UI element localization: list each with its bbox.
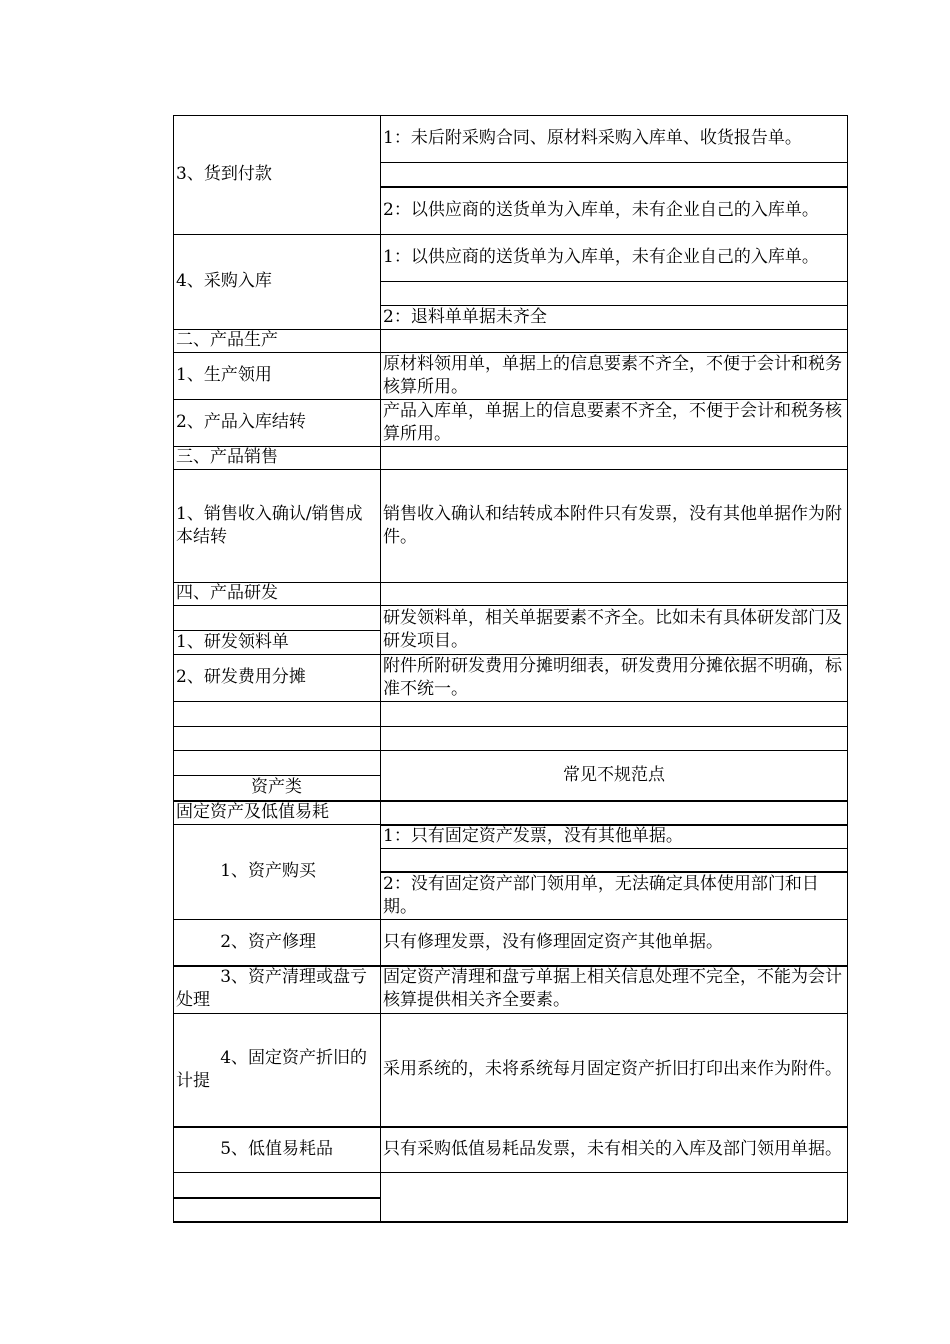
issue-purchase-inbound-2: 2：退料单单据未齐全 — [383, 306, 547, 327]
issue-rnd-allocation: 附件所附研发费用分摊明细表，研发费用分摊依据不明确，标准不统一。 — [383, 655, 842, 699]
grid-line — [173, 469, 848, 470]
grid-line — [173, 775, 380, 776]
grid-line — [173, 1197, 380, 1199]
label-asset-repair: 2、资产修理 — [220, 931, 317, 952]
grid-line — [173, 800, 848, 802]
grid-line — [173, 352, 848, 353]
section-production: 二、产品生产 — [176, 330, 278, 350]
label-low-value-items: 5、低值易耗品 — [220, 1138, 334, 1159]
label-purchase-inbound: 4、采购入库 — [176, 271, 272, 291]
issue-asset-purchase-2: 2：没有固定资产部门领用单，无法确定具体使用部门和日期。 — [383, 873, 819, 917]
grid-line — [173, 115, 848, 116]
issue-pay-on-delivery-1: 1：未后附采购合同、原材料采购入库单、收货报告单。 — [383, 128, 802, 148]
grid-line — [173, 582, 848, 583]
issue-asset-repair: 只有修理发票，没有修理固定资产其他单据。 — [383, 931, 723, 952]
grid-line — [173, 630, 380, 631]
grid-line — [173, 1126, 848, 1128]
grid-line — [380, 848, 848, 849]
grid-line — [173, 726, 848, 727]
label-rnd-requisition: 1、研发领料单 — [176, 631, 289, 652]
grid-line — [173, 399, 848, 400]
grid-line — [173, 965, 848, 967]
issue-asset-disposal: 固定资产清理和盘亏单据上相关信息处理不完全，不能为会计核算提供相关齐全要素。 — [383, 967, 842, 1010]
header-asset-category: 资产类 — [251, 777, 302, 797]
label-product-inbound-transfer: 2、产品入库结转 — [176, 412, 306, 432]
label-asset-depreciation: 4、固定资产折旧的计提 — [176, 1047, 368, 1091]
grid-line — [380, 871, 848, 873]
label-asset-purchase: 1、资产购买 — [220, 861, 317, 881]
label-pay-on-delivery: 3、货到付款 — [176, 164, 272, 184]
grid-line — [380, 162, 848, 163]
grid-line — [173, 701, 848, 702]
grid-line — [173, 919, 848, 920]
grid-line — [173, 1172, 848, 1173]
grid-line — [173, 654, 848, 655]
grid-line — [173, 115, 174, 1222]
label-sales-revenue: 1、销售收入确认/销售成本结转 — [176, 503, 363, 547]
issue-pay-on-delivery-2: 2：以供应商的送货单为入库单，未有企业自己的入库单。 — [383, 200, 819, 220]
issue-low-value-items: 只有采购低值易耗品发票，未有相关的入库及部门领用单据。 — [383, 1138, 842, 1159]
grid-line — [173, 329, 848, 330]
grid-line — [380, 305, 848, 306]
label-rnd-allocation: 2、研发费用分摊 — [176, 667, 306, 687]
grid-line — [173, 234, 848, 235]
issue-sales-revenue: 销售收入确认和结转成本附件只有发票，没有其他单据作为附件。 — [383, 503, 842, 547]
issue-purchase-inbound-1: 1：以供应商的送货单为入库单，未有企业自己的入库单。 — [383, 247, 819, 267]
grid-line — [173, 1221, 848, 1223]
label-production-requisition: 1、生产领用 — [176, 365, 272, 385]
grid-line — [173, 750, 848, 751]
issue-rnd-requisition: 研发领料单，相关单据要素不齐全。比如未有具体研发部门及研发项目。 — [383, 607, 842, 651]
section-rnd: 四、产品研发 — [176, 583, 278, 603]
issue-production-requisition: 原材料领用单，单据上的信息要素不齐全，不便于会计和税务核算所用。 — [383, 353, 842, 397]
grid-line — [380, 186, 848, 188]
grid-line — [173, 605, 848, 606]
header-common-issues: 常见不规范点 — [563, 764, 665, 785]
issue-asset-depreciation: 采用系统的，未将系统每月固定资产折旧打印出来作为附件。 — [383, 1059, 842, 1079]
issue-asset-purchase-1: 1：只有固定资产发票，没有其他单据。 — [383, 825, 683, 846]
grid-line — [173, 446, 848, 447]
grid-line — [380, 281, 848, 282]
issue-product-inbound-transfer: 产品入库单，单据上的信息要素不齐全，不便于会计和税务核算所用。 — [383, 400, 842, 444]
section-fixed-assets: 固定资产及低值易耗 — [176, 801, 329, 822]
grid-line — [173, 1013, 848, 1014]
section-sales: 三、产品销售 — [176, 447, 278, 467]
grid-line — [380, 824, 848, 826]
label-asset-disposal: 3、资产清理或盘亏处理 — [176, 967, 368, 1010]
